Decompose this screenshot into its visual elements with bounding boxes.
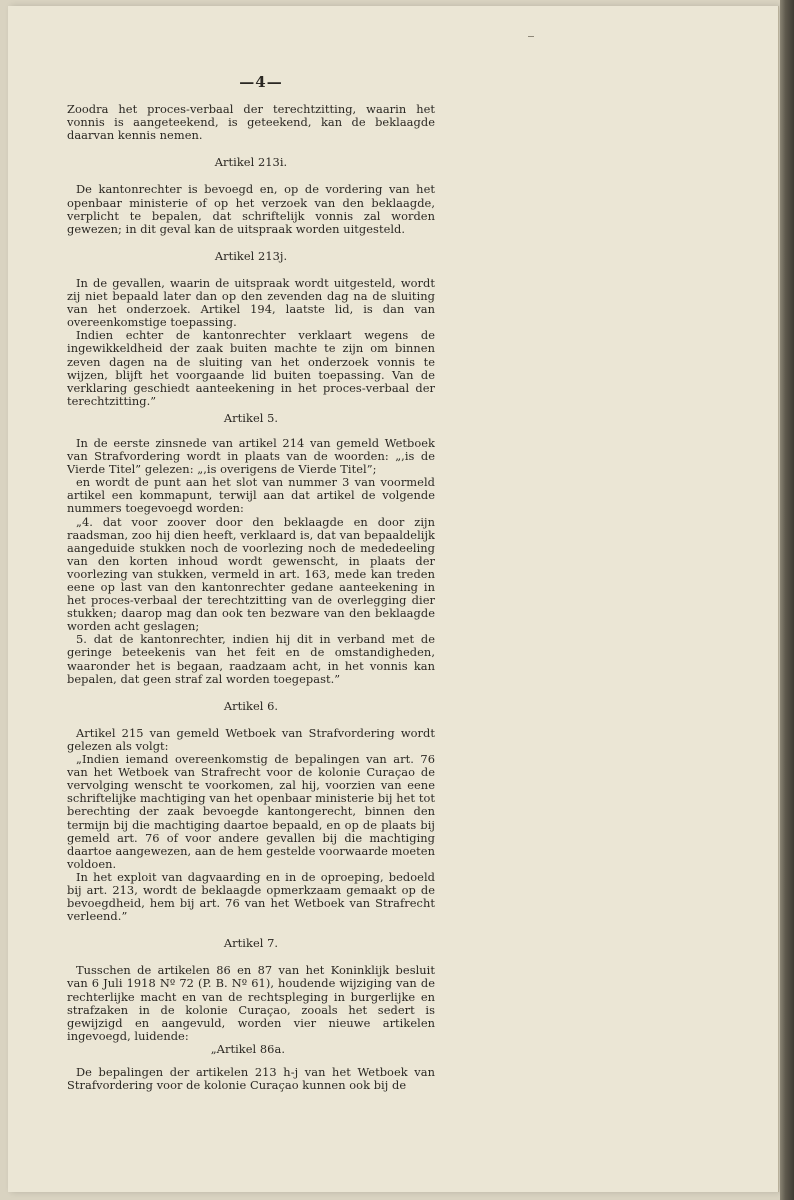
paragraph: en wordt de punt aan het slot van nummer 3 van voormeld artikel een kommapunt, terwijl aan dat artikel de volgende nummers toegevoegd worden: bbox=[67, 475, 435, 516]
article-heading: Artikel 213i. bbox=[214, 155, 288, 170]
paragraph: In het exploit van dagvaarding en in de oproeping, bedoeld bij art. 213, wordt de beklaagde opmerkzaam gemaakt op de bevoegdheid, hem bij art. 76 van het Wetboek van Strafrecht verleend.” bbox=[67, 869, 435, 924]
article-heading: Artikel 6. bbox=[223, 698, 279, 713]
paragraph: In de eerste zinsnede van artikel 214 van gemeld Wetboek van Strafvordering wordt in plaats van de woorden: „,is de Vierde Titel” gelezen: „,is overigens de Vierde Titel”; bbox=[67, 435, 435, 477]
paragraph: In de gevallen, waarin de uitspraak wordt uitgesteld, wordt zij niet bepaald later dan op den zevenden dag na de sluiting van het onderzoek. Artikel 194, laatste lid, is dan van overeenkomstige toepassing. bbox=[67, 275, 435, 330]
paragraph: Zoodra het proces-verbaal der terechtzitting, waarin het vonnis is aangeteekend, is geteekend, kan de beklaagde daarvan kennis nemen. bbox=[67, 102, 435, 143]
body-text bbox=[67, 73, 435, 1093]
document-page bbox=[8, 6, 778, 1192]
paragraph: De bepalingen der artikelen 213 h-j van het Wetboek van Strafvordering voor de kolonie Curaçao kunnen ook bij de bbox=[67, 1065, 435, 1093]
paragraph: Tusschen de artikelen 86 en 87 van het Koninklijk besluit van 6 Juli 1918 Nº 72 (P. B. Nº 61), houdende wijziging van de rechterlijke macht en van de rechtspleging in burgerlijke en strafzaken in de kolonie Curaçao, zooals het sedert is gewijzigd en aangevuld, worden vier nieuwe artikelen ingevoegd, luidende: bbox=[67, 963, 435, 1043]
paragraph: De kantonrechter is bevoegd en, op de vordering van het openbaar ministerie of op het verzoek van den beklaagde, verplicht te bepalen, dat schriftelijk vonnis zal worden gewezen; in dit geval kan de uitspraak worden uitgesteld. bbox=[67, 182, 435, 236]
paragraph: 5. dat de kantonrechter, indien hij dit in verband met de geringe beteekenis van het feit en de omstandigheden, waaronder het is begaan, raadzaam acht, in het vonnis kan bepalen, dat geen straf zal worden toegepast.” bbox=[67, 632, 435, 686]
paragraph: Artikel 215 van gemeld Wetboek van Strafvordering wordt gelezen als volgt: bbox=[67, 725, 435, 753]
page-edge-shadow bbox=[780, 0, 794, 1200]
article-heading: Artikel 5. bbox=[223, 410, 279, 425]
page-number: —4— bbox=[239, 73, 283, 91]
paragraph: Indien echter de kantonrechter verklaart wegens de ingewikkeldheid der zaak buiten machte te zijn om binnen zeven dagen na de sluiting van het onderzoek vonnis te wijzen, blijft het voorgaande lid buiten toepassing. Van de verklaring geschiedt aanteekening in het proces-verbaal der terechtzitting.” bbox=[67, 328, 435, 408]
paragraph: „4. dat voor zoover door den beklaagde en door zijn raadsman, zoo hij dien heeft, verklaard is, dat van bepaaldelijk aangeduide stukken noch de voorlezing noch de mededeeling van den korten inhoud wordt gewenscht, in plaats der voorlezing van stukken, vermeld in art. 163, mede kan treden eene op last van den kantonrechter gedane aanteekening in het proces-verbaal der terechtzitting van de overlegging dier stukken; daarop mag dan ook ten bezware van den beklaagde worden acht geslagen; bbox=[67, 514, 435, 634]
article-heading: „Artikel 86a. bbox=[210, 1041, 285, 1056]
article-heading: Artikel 7. bbox=[223, 936, 279, 951]
speck-mark bbox=[528, 36, 534, 37]
paragraph: „Indien iemand overeenkomstig de bepalingen van art. 76 van het Wetboek van Strafrecht voor de kolonie Curaçao de vervolging wenscht te voorkomen, zal hij, voorzien van eene schriftelijke machtiging van het openbaar ministerie bij het tot berechting der zaak bevoegde kantongerecht, binnen den termijn bij die machtiging daartoe bepaald, en op de plaats bij gemeld art. 76 of voor andere gevallen bij die machtiging daartoe aangewezen, aan de hem gestelde voorwaarde moeten voldoen. bbox=[67, 752, 435, 871]
article-heading: Artikel 213j. bbox=[214, 248, 288, 263]
